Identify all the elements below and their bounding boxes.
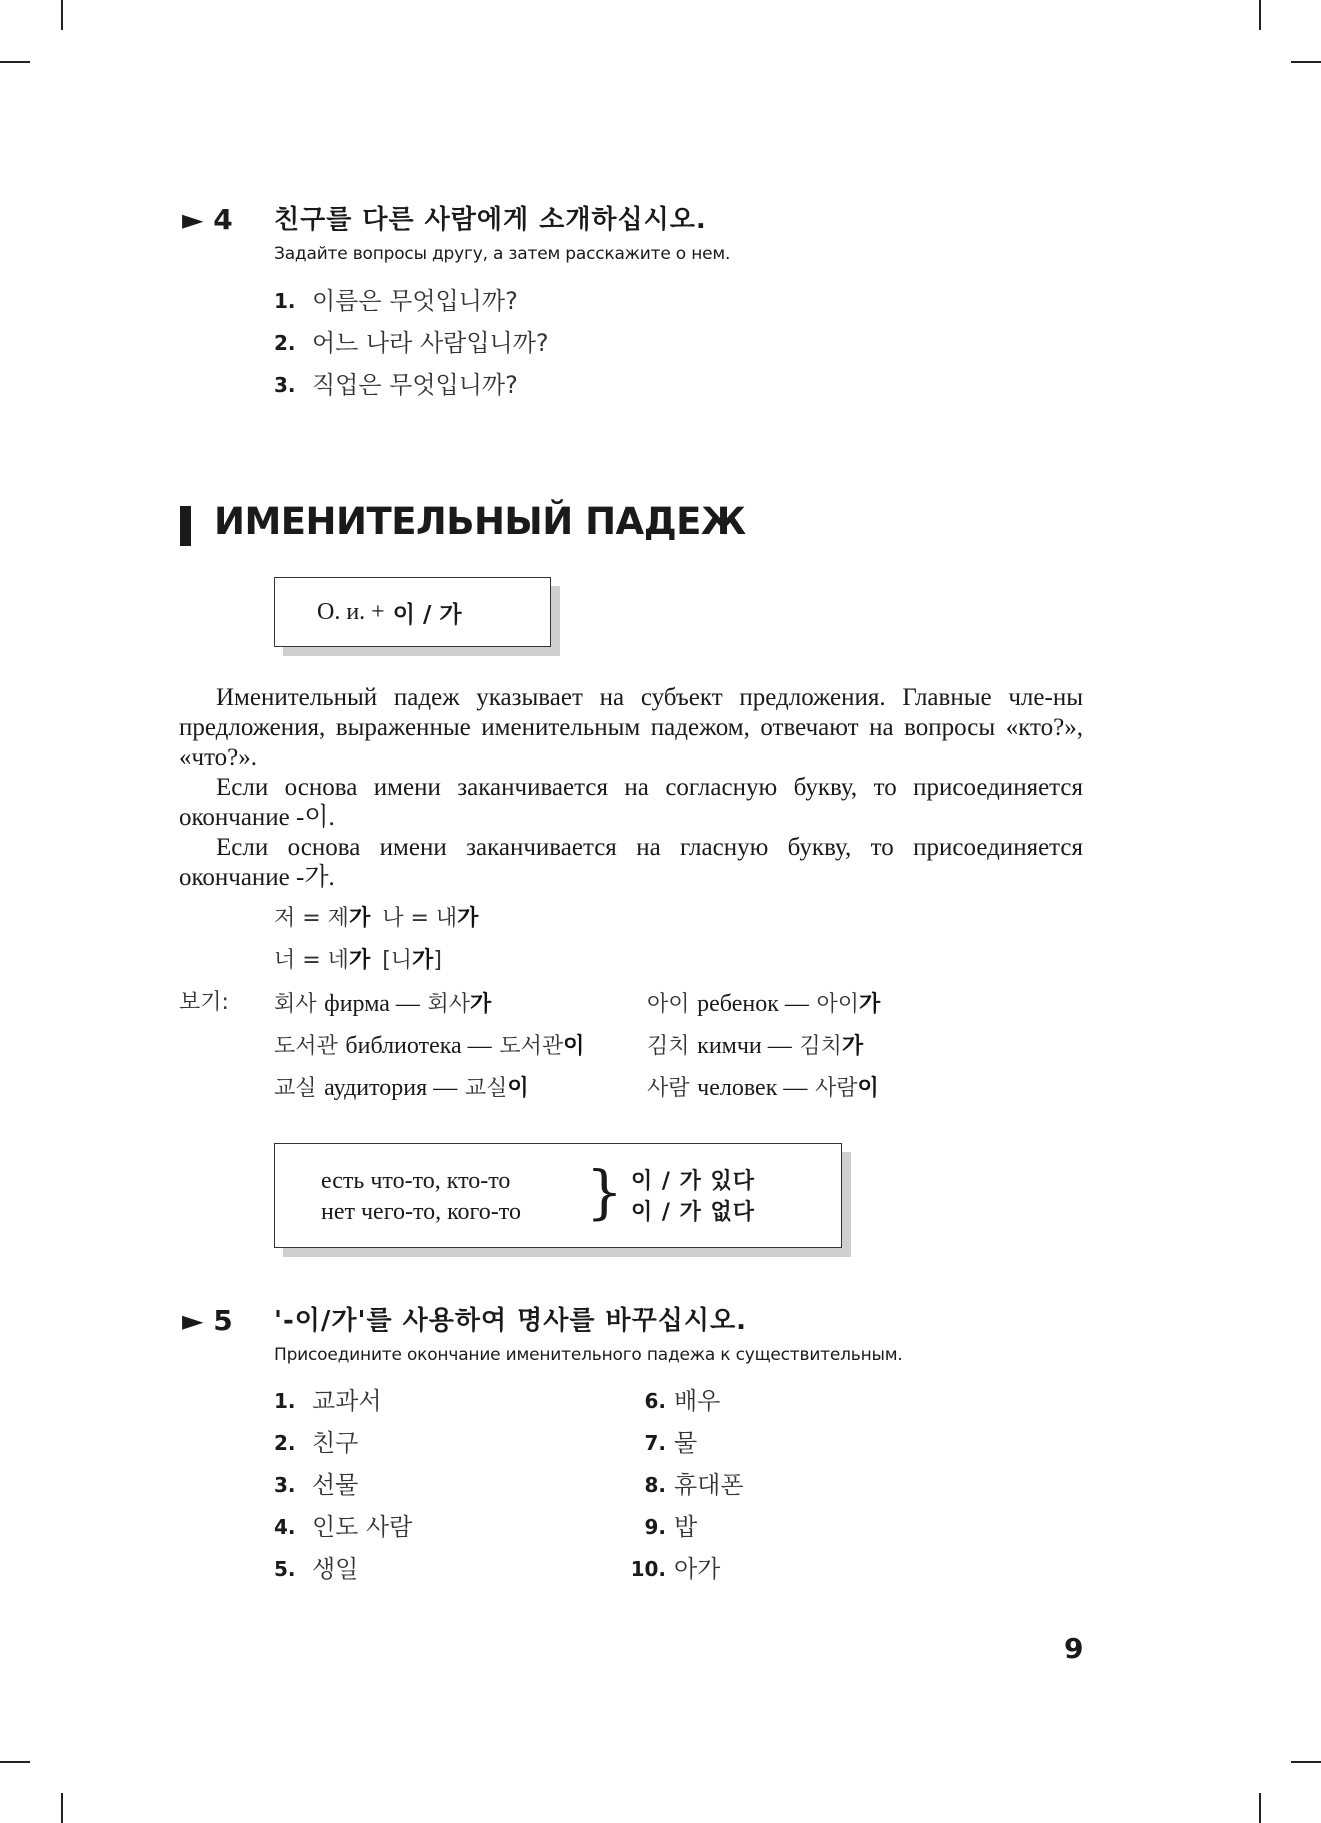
list-item: 2. 친구	[274, 1429, 359, 1457]
crop-mark	[61, 1793, 63, 1823]
example-item: 교실 аудитория — 교실이	[274, 1075, 529, 1101]
exercise-4-subtitle: Задайте вопросы другу, а затем расскажите о нем.	[274, 244, 731, 264]
crop-mark	[0, 61, 30, 63]
paragraph: Если основа имени заканчивается на гласную букву, то присоединяется окончание -가.	[179, 834, 1083, 891]
exercise-5-header	[182, 1303, 903, 1365]
pronoun-form: 저 = 제	[274, 906, 349, 931]
pronoun-particle: 가	[457, 906, 479, 931]
brace-symbol: }	[586, 1158, 623, 1226]
formula-particles: 이 / 가	[392, 601, 462, 628]
pronoun-particle: 가	[348, 906, 371, 931]
pronoun-form: 너 = 네	[274, 948, 349, 973]
explanation-text	[179, 683, 1083, 893]
item-number: 1.	[274, 289, 296, 313]
exercise-5-title: '-이/가'를 사용하여 명사를 바꾸십시오.	[274, 1306, 747, 1336]
item-text: 어느 나라 사람입니까?	[312, 329, 549, 357]
crop-mark	[1291, 61, 1321, 63]
exercise-4-marker: ► 4	[182, 203, 233, 236]
existence-box	[274, 1143, 842, 1248]
exercise-5-marker: ► 5	[182, 1304, 233, 1337]
formula-box	[274, 577, 551, 647]
crop-mark	[1291, 1761, 1321, 1763]
example-row	[179, 1024, 880, 1066]
example-item: 김치 кимчи — 김치가	[647, 1033, 864, 1059]
item-text: 이름은 무엇입니까?	[312, 287, 518, 315]
examples-block	[179, 898, 880, 1108]
list-item: 4. 인도 사람	[274, 1513, 413, 1541]
example-row	[179, 982, 880, 1024]
pronoun-row	[179, 940, 880, 982]
example-item: 아이 ребенок — 아이가	[647, 991, 881, 1017]
crop-mark	[0, 1761, 30, 1763]
example-row	[179, 1066, 880, 1108]
list-item: 6. 배우	[644, 1387, 721, 1415]
pronoun-particle: 가	[348, 948, 371, 973]
list-item: 5. 생일	[274, 1555, 359, 1583]
example-item: 회사 фирма — 회사가	[274, 991, 492, 1017]
item-number: 3.	[274, 373, 296, 397]
page-number: 9	[1064, 1632, 1084, 1665]
existence-forms	[631, 1166, 755, 1228]
crop-mark	[61, 0, 63, 30]
list-item: 3. 선물	[274, 1471, 359, 1499]
existence-form: 이 / 가 없다	[631, 1200, 756, 1225]
examples-label: 보기:	[179, 990, 229, 1015]
crop-mark	[1259, 0, 1261, 30]
existence-meaning: нет чего-то, кого-то	[321, 1199, 521, 1225]
list-item: 1. 교과서	[274, 1387, 382, 1415]
pronoun-colloquial: [니	[382, 948, 413, 973]
paragraph: Если основа имени заканчивается на согласную букву, то присоединяется окончание -이.	[179, 774, 1083, 831]
pronoun-bracket: ]	[433, 948, 442, 973]
pronoun-particle: 가	[412, 948, 434, 973]
example-item: 사람 человек — 사람이	[647, 1075, 879, 1101]
formula-prefix: О. и. +	[317, 598, 385, 625]
list-item: 7. 물	[644, 1429, 698, 1457]
list-item: 9. 밥	[644, 1513, 698, 1541]
exercise-5-subtitle: Присоедините окончание именительного падежа к существительным.	[274, 1345, 903, 1365]
item-text: 직업은 무엇입니까?	[312, 371, 518, 399]
section-bar	[180, 506, 191, 546]
item-number: 2.	[274, 331, 296, 355]
list-item: 10. 아가	[630, 1555, 721, 1583]
example-item: 도서관 библиотека — 도서관이	[274, 1033, 585, 1059]
list-item	[274, 364, 549, 406]
exercise-5-right-column	[630, 1380, 744, 1590]
list-item	[274, 280, 549, 322]
existence-meanings	[321, 1166, 521, 1228]
existence-meaning: есть что-то, кто-то	[321, 1168, 511, 1194]
exercise-4-header	[182, 202, 730, 264]
existence-form: 이 / 가 있다	[631, 1169, 756, 1194]
exercise-4-title: 친구를 다른 사람에게 소개하십시오.	[274, 205, 707, 235]
pronoun-form: 나 = 내	[382, 906, 458, 931]
section-title: ИМЕНИТЕЛЬНЫЙ ПАДЕЖ	[214, 500, 746, 543]
exercise-4-questions	[274, 280, 549, 406]
list-item	[274, 322, 549, 364]
exercise-5-left-column	[274, 1380, 412, 1590]
crop-mark	[1259, 1793, 1261, 1823]
pronoun-row	[179, 898, 880, 940]
paragraph: Именительный падеж указывает на субъект предложения. Главные чле-ны предложения, выраженные именительным падежом, отвечают на вопросы «кто?», «что?».	[179, 684, 1083, 771]
list-item: 8. 휴대폰	[644, 1471, 744, 1499]
